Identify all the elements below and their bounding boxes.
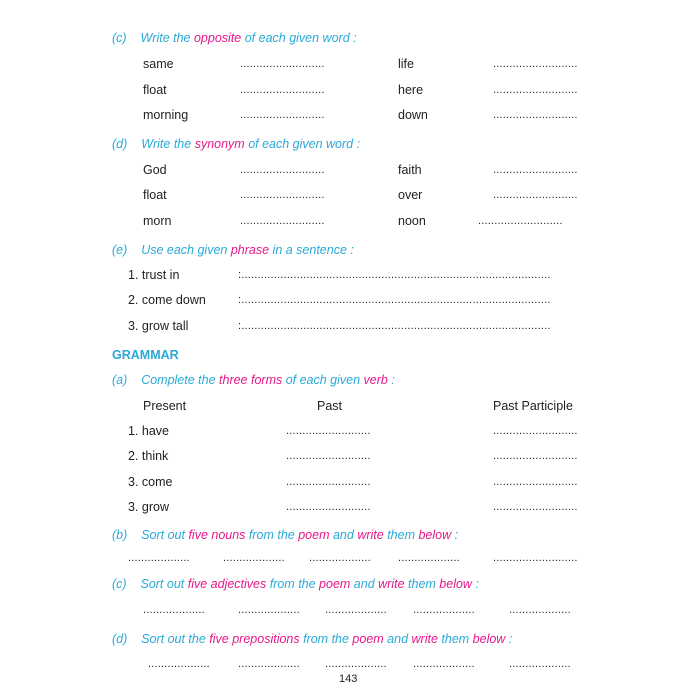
- phrase-item: 3. grow tall: [128, 319, 189, 333]
- q-highlight: poem: [298, 528, 330, 542]
- word-same: same: [143, 57, 174, 71]
- sentence-blank[interactable]: :...............................................................................................: [238, 294, 551, 306]
- preposition-blank[interactable]: ...................: [238, 658, 300, 670]
- q-text: Complete the: [141, 373, 220, 387]
- preposition-blank[interactable]: ...................: [325, 658, 387, 670]
- q-text: :: [471, 577, 479, 591]
- word-noon: noon: [398, 214, 426, 228]
- question-letter: (c): [112, 31, 127, 45]
- grammar-heading: GRAMMAR: [112, 348, 179, 362]
- question-letter: (e): [112, 243, 128, 257]
- verb-item: 1. have: [128, 424, 170, 438]
- word-float: float: [143, 188, 167, 202]
- q-highlight: five adjectives: [187, 577, 267, 591]
- participle-blank[interactable]: ..........................: [493, 476, 578, 488]
- phrase-item: 1. trust in: [128, 268, 180, 282]
- q-highlight: poem: [352, 632, 384, 646]
- phrase-item: 2. come down: [128, 293, 206, 307]
- answer-blank[interactable]: ..........................: [493, 58, 578, 70]
- q-highlight: write: [411, 632, 438, 646]
- verb-item: 3. come: [128, 475, 173, 489]
- answer-blank[interactable]: ..........................: [493, 109, 578, 121]
- noun-blank[interactable]: ..........................: [493, 552, 578, 564]
- word-over: over: [398, 188, 423, 202]
- past-blank[interactable]: ..........................: [286, 476, 371, 488]
- q-highlight: write: [378, 577, 405, 591]
- answer-blank[interactable]: ..........................: [240, 109, 325, 121]
- q-text: them: [404, 577, 440, 591]
- adjective-blank[interactable]: ...................: [509, 604, 571, 616]
- q-text: and: [383, 632, 412, 646]
- sentence-blank[interactable]: :...............................................................................................: [238, 320, 551, 332]
- q-highlight: three forms: [219, 373, 283, 387]
- adjective-blank[interactable]: ...................: [238, 604, 300, 616]
- preposition-blank[interactable]: ...................: [148, 658, 210, 670]
- question-letter: (d): [112, 632, 128, 646]
- q-text: them: [437, 632, 473, 646]
- past-blank[interactable]: ..........................: [286, 450, 371, 462]
- participle-blank[interactable]: ..........................: [493, 425, 578, 437]
- q-text: in a sentence :: [269, 243, 354, 257]
- answer-blank[interactable]: ..........................: [240, 84, 325, 96]
- q-text: :: [451, 528, 459, 542]
- q-text: and: [329, 528, 358, 542]
- preposition-blank[interactable]: ...................: [509, 658, 571, 670]
- column-header-present: Present: [143, 399, 187, 413]
- q-text: from the: [266, 577, 320, 591]
- noun-blank[interactable]: ...................: [309, 552, 371, 564]
- preposition-blank[interactable]: ...................: [413, 658, 475, 670]
- q-text: of each given word :: [244, 137, 361, 151]
- verb-item: 2. think: [128, 449, 169, 463]
- answer-blank[interactable]: ..........................: [240, 215, 325, 227]
- question-letter: (d): [112, 137, 128, 151]
- past-blank[interactable]: ..........................: [286, 425, 371, 437]
- word-down: down: [398, 108, 428, 122]
- q-text: and: [350, 577, 379, 591]
- q-highlight: synonym: [194, 137, 245, 151]
- question-e-phrase: [112, 243, 354, 257]
- q-highlight: write: [357, 528, 384, 542]
- column-header-past: Past: [317, 399, 343, 413]
- word-life: life: [398, 57, 414, 71]
- word-here: here: [398, 83, 424, 97]
- q-text: Sort out the: [141, 632, 210, 646]
- answer-blank[interactable]: ..........................: [240, 58, 325, 70]
- question-d-synonym: [112, 137, 360, 151]
- q-highlight: below: [472, 632, 506, 646]
- q-text: :: [387, 373, 395, 387]
- noun-blank[interactable]: ...................: [223, 552, 285, 564]
- noun-blank[interactable]: ...................: [398, 552, 460, 564]
- q-highlight: poem: [319, 577, 351, 591]
- past-blank[interactable]: ..........................: [286, 501, 371, 513]
- q-highlight: below: [439, 577, 472, 591]
- adjective-blank[interactable]: ...................: [325, 604, 387, 616]
- q-text: Sort out: [141, 528, 189, 542]
- adjective-blank[interactable]: ...................: [413, 604, 475, 616]
- question-c-adjectives: [112, 577, 479, 591]
- question-b-nouns: [112, 528, 458, 542]
- q-text: :: [505, 632, 513, 646]
- q-text: of each given: [282, 373, 364, 387]
- q-text: from the: [299, 632, 353, 646]
- answer-blank[interactable]: ..........................: [493, 84, 578, 96]
- q-text: of each given word :: [241, 31, 357, 45]
- question-c-opposite: [112, 31, 357, 45]
- noun-blank[interactable]: ...................: [128, 552, 190, 564]
- question-letter: (b): [112, 528, 128, 542]
- q-highlight: opposite: [193, 31, 242, 45]
- answer-blank[interactable]: ..........................: [240, 189, 325, 201]
- answer-blank[interactable]: ..........................: [493, 164, 578, 176]
- q-highlight: phrase: [230, 243, 270, 257]
- q-text: Write the: [141, 137, 195, 151]
- sentence-blank[interactable]: :...............................................................................................: [238, 269, 551, 281]
- q-highlight: five nouns: [188, 528, 246, 542]
- q-highlight: five prepositions: [209, 632, 300, 646]
- q-text: Write the: [140, 31, 194, 45]
- q-text: Sort out: [140, 577, 188, 591]
- column-header-past-participle: Past Participle: [493, 399, 573, 413]
- word-morning: morning: [143, 108, 189, 122]
- page-number: 143: [339, 673, 358, 685]
- word-float: float: [143, 83, 167, 97]
- answer-blank[interactable]: ..........................: [478, 215, 563, 227]
- participle-blank[interactable]: ..........................: [493, 501, 578, 513]
- answer-blank[interactable]: ..........................: [493, 189, 578, 201]
- q-text: from the: [245, 528, 299, 542]
- q-highlight: below: [418, 528, 452, 542]
- question-a-verb-forms: [112, 373, 395, 387]
- word-morn: morn: [143, 214, 172, 228]
- word-god: God: [143, 163, 167, 177]
- q-text: Use each given: [141, 243, 231, 257]
- q-highlight: verb: [363, 373, 388, 387]
- question-letter: (a): [112, 373, 128, 387]
- adjective-blank[interactable]: ...................: [143, 604, 205, 616]
- word-faith: faith: [398, 163, 422, 177]
- q-text: them: [383, 528, 419, 542]
- participle-blank[interactable]: ..........................: [493, 450, 578, 462]
- question-d-prepositions: [112, 632, 512, 646]
- question-letter: (c): [112, 577, 127, 591]
- verb-item: 3. grow: [128, 500, 169, 514]
- answer-blank[interactable]: ..........................: [240, 164, 325, 176]
